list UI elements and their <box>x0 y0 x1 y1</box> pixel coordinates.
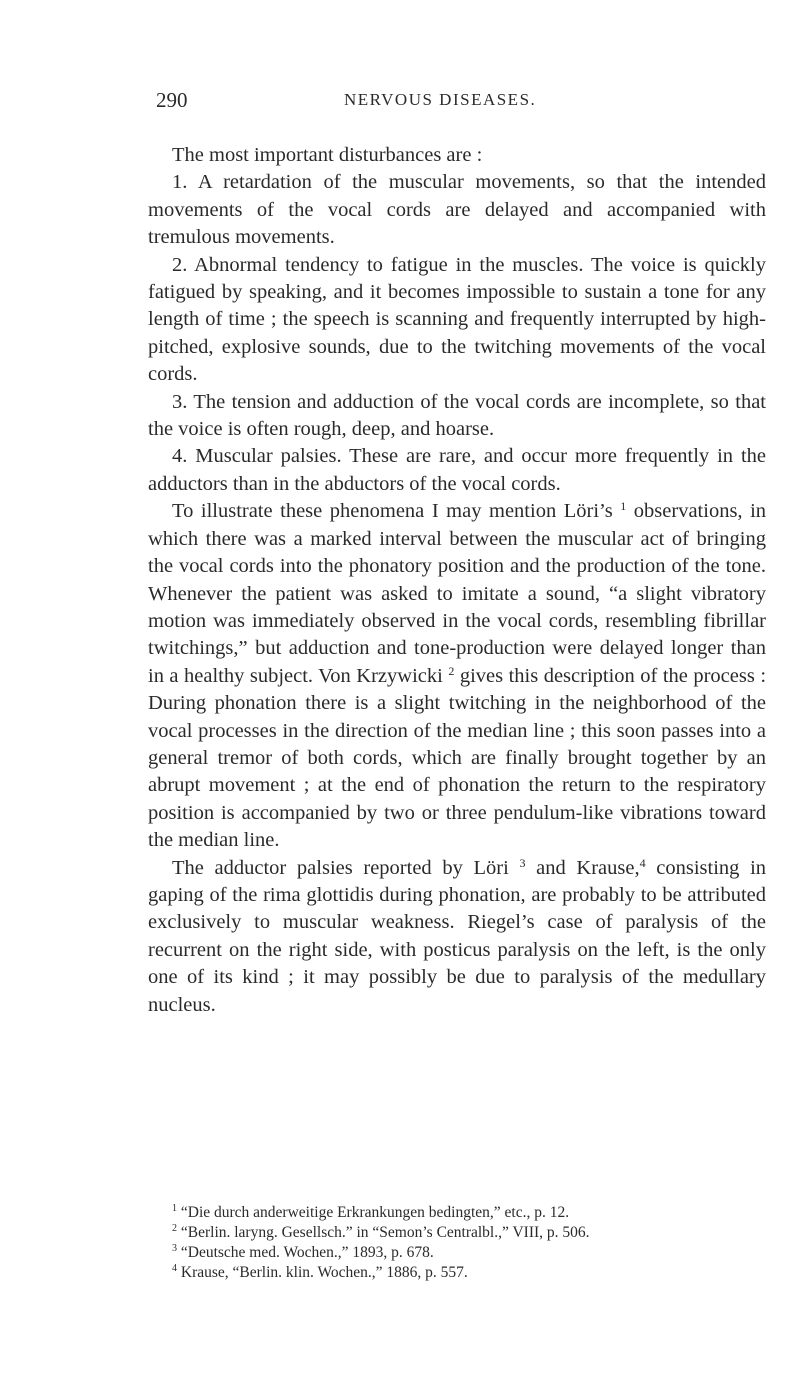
adductor-paragraph <box>148 855 766 1019</box>
footnote-text: “Deutsche med. Wochen.,” 1893, p. 678. <box>180 1244 434 1261</box>
running-title: NERVOUS DISEASES. <box>344 90 537 109</box>
footnote-mark: 1 <box>172 1203 177 1214</box>
footnote-ref-1[interactable]: 1 <box>620 499 627 514</box>
footnote-ref-4[interactable]: 4 <box>639 855 646 870</box>
footnote-ref-3[interactable]: 3 <box>519 855 526 870</box>
list-item-fatigue: 2. Abnormal tendency to fatigue in the muscles. The voice is quickly fatigued by speaking, and it becomes impossible to sustain a tone for any length of time ; the speech is scanning and frequently interrupted by high-pitched, explosive sounds, due to the twitching movements of the vocal cords. <box>148 253 766 386</box>
footnote-mark: 3 <box>172 1243 177 1254</box>
footnote-text: Krause, “Berlin. klin. Wochen.,” 1886, p. 557. <box>180 1264 468 1281</box>
footnote-text: “Die durch anderweitige Erkrankungen bedingten,” etc., p. 12. <box>180 1204 570 1221</box>
footnote <box>148 1243 766 1263</box>
footnote-mark: 4 <box>172 1263 177 1274</box>
footnote-text: “Berlin. laryng. Gesellsch.” in “Semon’s Centralbl.,” VIII, p. 506. <box>180 1224 590 1241</box>
adductor-text-b: and Krause, <box>536 856 640 879</box>
footnote <box>148 1263 766 1283</box>
illustration-paragraph <box>148 498 766 854</box>
list-item-tension: 3. The tension and adduction of the vocal cords are incomplete, so that the voice is often rough, deep, and hoarse. <box>148 390 766 441</box>
illustration-text-b: observations, in which there was a marked interval between the muscular act of bringing the vocal cords into the phonatory position and the production of the tone. Whenever the patient was asked to imitate a sound, “a slight vibratory motion was immediately observed in the vocal cords, resembling fibrillar twitchings,” but adduction and tone-production were delayed longer than in a healthy subject. Von Krzywicki <box>148 500 767 687</box>
list-item-retardation: 1. A retardation of the muscular movements, so that the intended movements of the vocal cords are delayed and accompanied with tremulous movements. <box>148 171 766 249</box>
running-head <box>156 88 770 118</box>
illustration-text-c: gives this description of the process : During phonation there is a slight twitching in the neighborhood of the vocal processes in the direction of the median line ; this soon passes into a general tremor of both cords, which are finally brought together by an abrupt movement ; at the end of phonation the return to the respiratory position is accompanied by two or three pendulum-like vibrations toward the median line. <box>148 664 767 852</box>
page-number: 290 <box>156 88 188 112</box>
footnote-mark: 2 <box>172 1223 177 1234</box>
adductor-text-c: consisting in gaping of the rima glottidis during phonation, are probably to be attributed exclusively to muscular weakness. Riegel’s case of paralysis of the recurrent on the right side, with posticus paralysis on the left, is the only one of its kind ; it may possibly be due to paralysis of the medullary nucleus. <box>148 856 767 1016</box>
footnote <box>148 1223 766 1243</box>
list-item-palsies: 4. Muscular palsies. These are rare, and occur more frequently in the adductors than in the abductors of the vocal cords. <box>148 445 766 495</box>
footnotes <box>148 1203 766 1283</box>
illustration-text-a: To illustrate these phenomena I may mention Löri’s <box>172 500 613 523</box>
footnote-ref-2[interactable]: 2 <box>448 663 455 678</box>
intro-paragraph: The most important disturbances are : <box>172 144 483 166</box>
adductor-text-a: The adductor palsies reported by Löri <box>172 856 509 879</box>
body-text <box>148 142 766 1019</box>
footnote <box>148 1203 766 1223</box>
